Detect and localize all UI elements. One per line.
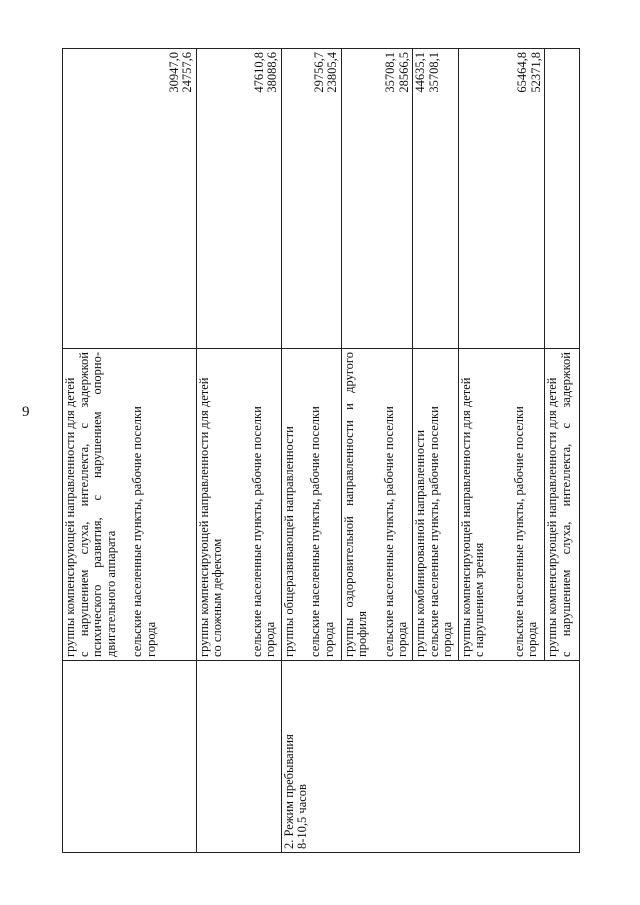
group-text-line: группы компенсирующей направленности для детей <box>458 377 473 657</box>
value-cell <box>63 49 197 349</box>
table-row <box>196 49 281 853</box>
group-text-line: двигательного аппарата <box>103 530 118 657</box>
rural-value: 35708,1 <box>383 52 398 93</box>
mode-cell-empty <box>63 661 197 853</box>
rural-label: сельские населенные пункты, рабочие поселки <box>426 406 441 657</box>
group-text-line: группы общеразвивающей направленности <box>281 426 296 657</box>
group-text-line: группы компенсирующей направленности для детей <box>63 377 77 657</box>
value-cell <box>413 49 458 349</box>
city-label: города <box>143 621 158 657</box>
group-text-line: со сложным дефектом <box>210 538 225 657</box>
city-label: города <box>440 621 455 657</box>
group-text-line: группы компенсирующей направленности для детей <box>545 377 559 657</box>
table-row <box>413 49 458 853</box>
city-value: 35708,1 <box>426 52 441 93</box>
mode-cell-continued <box>341 661 413 853</box>
mode-cell-empty <box>196 661 281 853</box>
group-description-cell <box>196 349 281 661</box>
rural-value: 47610,8 <box>251 52 266 93</box>
group-description-cell <box>63 349 197 661</box>
city-value: 24757,6 <box>180 52 195 93</box>
mode-cell-continued <box>413 661 458 853</box>
table-row <box>281 49 341 853</box>
city-value: 23805,4 <box>325 52 340 93</box>
city-value: 52371,8 <box>528 52 543 93</box>
city-label: города <box>395 621 410 657</box>
mode-label-line2: 8-10,5 часов <box>295 784 310 849</box>
city-label: города <box>525 621 540 657</box>
group-text-line: группы оздоровительной направленности и другого <box>341 352 356 657</box>
value-cell <box>341 49 413 349</box>
page-number: 9 <box>22 404 30 420</box>
group-description-cell <box>413 349 458 661</box>
mode-cell-continued <box>458 661 544 853</box>
rural-value: 29756,7 <box>311 52 326 93</box>
table-row <box>63 49 197 853</box>
city-label: города <box>263 621 278 657</box>
city-value: 38088,6 <box>265 52 280 93</box>
group-text-line: группы комбинированной направленности <box>413 429 428 657</box>
rural-value: 65464,8 <box>515 52 529 93</box>
table-row <box>458 49 544 853</box>
group-text-line: профиля <box>355 611 370 657</box>
group-text-line: с нарушением слуха, интеллекта, с задержкой <box>76 352 91 657</box>
rural-value: 44635,1 <box>413 52 428 93</box>
rural-label: сельские населенные пункты, рабочие поселки <box>308 406 323 657</box>
rural-label: сельские населенные пункты, рабочие поселки <box>511 406 526 657</box>
rural-label: сельские населенные пункты, рабочие поселки <box>249 406 264 657</box>
rotated-table-container <box>62 49 580 853</box>
value-cell <box>196 49 281 349</box>
group-description-cell <box>281 349 341 661</box>
city-label: города <box>321 621 336 657</box>
group-description-cell <box>341 349 413 661</box>
rural-label: сельские населенные пункты, рабочие поселки <box>130 406 144 657</box>
group-description-cell <box>545 349 580 661</box>
city-value: 28566,5 <box>396 52 411 93</box>
mode-cell <box>281 661 341 853</box>
group-text-line: с нарушением зрения <box>472 542 487 657</box>
tariff-table <box>62 48 580 853</box>
value-cell-empty <box>545 49 580 349</box>
group-text-line: психического развития, с нарушением опорно- <box>90 352 104 657</box>
group-text-line: группы компенсирующей направленности для детей <box>196 377 211 657</box>
group-text-line: с нарушением слуха, интеллекта, с задержкой <box>558 352 573 657</box>
mode-label-line1: 2. Режим пребывания <box>281 734 296 849</box>
mode-cell-continued <box>545 661 580 853</box>
rural-label: сельские населенные пункты, рабочие поселки <box>381 406 396 657</box>
value-cell <box>458 49 544 349</box>
value-cell <box>281 49 341 349</box>
rural-value: 30947,0 <box>166 52 181 93</box>
table-row <box>341 49 413 853</box>
group-description-cell <box>458 349 544 661</box>
table-row <box>545 49 580 853</box>
